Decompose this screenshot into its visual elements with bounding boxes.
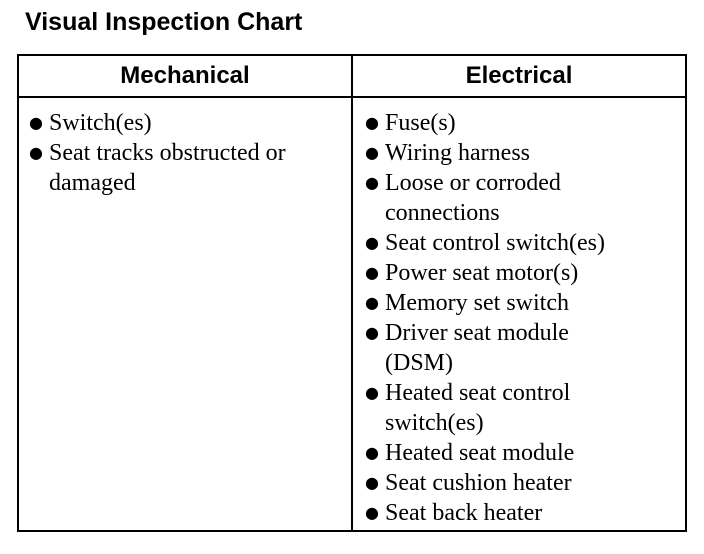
item-line: Seat back heater: [385, 500, 543, 526]
item-line: Loose or corroded: [385, 170, 561, 196]
list-item: [363, 138, 683, 168]
bullet-icon: ●: [365, 233, 379, 252]
list-item: [363, 378, 683, 438]
item-line: Memory set switch: [385, 290, 569, 316]
bullet-icon: ●: [365, 263, 379, 282]
item-line: (DSM): [385, 350, 454, 376]
list-item: [363, 258, 683, 288]
item-line: connections: [385, 200, 500, 226]
list-item: [363, 108, 683, 138]
list-item: [363, 228, 683, 258]
list-item: [27, 138, 347, 198]
bullet-icon: ●: [365, 143, 379, 162]
bullet-icon: ●: [365, 383, 379, 402]
chart-title: Visual Inspection Chart: [25, 8, 303, 36]
item-line: Heated seat control: [385, 380, 571, 406]
item-line: Seat control switch(es): [385, 230, 605, 256]
bullet-icon: ●: [365, 173, 379, 192]
list-item: [363, 438, 683, 468]
item-line: Seat cushion heater: [385, 470, 572, 496]
header-divider: [19, 96, 685, 98]
bullet-icon: ●: [365, 443, 379, 462]
list-item: [363, 498, 683, 528]
inspection-table: [17, 54, 687, 532]
item-line: damaged: [49, 170, 136, 196]
list-item: [27, 108, 347, 138]
list-item: [363, 168, 683, 228]
list-item: [363, 468, 683, 498]
bullet-icon: ●: [29, 143, 43, 162]
item-line: Power seat motor(s): [385, 260, 579, 286]
bullet-icon: ●: [365, 293, 379, 312]
bullet-icon: ●: [365, 113, 379, 132]
item-line: Seat tracks obstructed or: [49, 140, 286, 166]
item-line: Wiring harness: [385, 140, 530, 166]
item-line: Switch(es): [49, 110, 152, 136]
mechanical-header: Mechanical: [120, 62, 250, 89]
electrical-list: [363, 108, 683, 528]
item-line: Heated seat module: [385, 440, 575, 466]
bullet-icon: ●: [29, 113, 43, 132]
bullet-icon: ●: [365, 323, 379, 342]
bullet-icon: ●: [365, 473, 379, 492]
item-line: Fuse(s): [385, 110, 456, 136]
column-divider: [351, 56, 353, 530]
electrical-header: Electrical: [465, 62, 573, 89]
item-line: switch(es): [385, 410, 484, 436]
mechanical-list: [27, 108, 347, 198]
bullet-icon: ●: [365, 503, 379, 522]
list-item: [363, 318, 683, 378]
item-line: Driver seat module: [385, 320, 569, 346]
list-item: [363, 288, 683, 318]
